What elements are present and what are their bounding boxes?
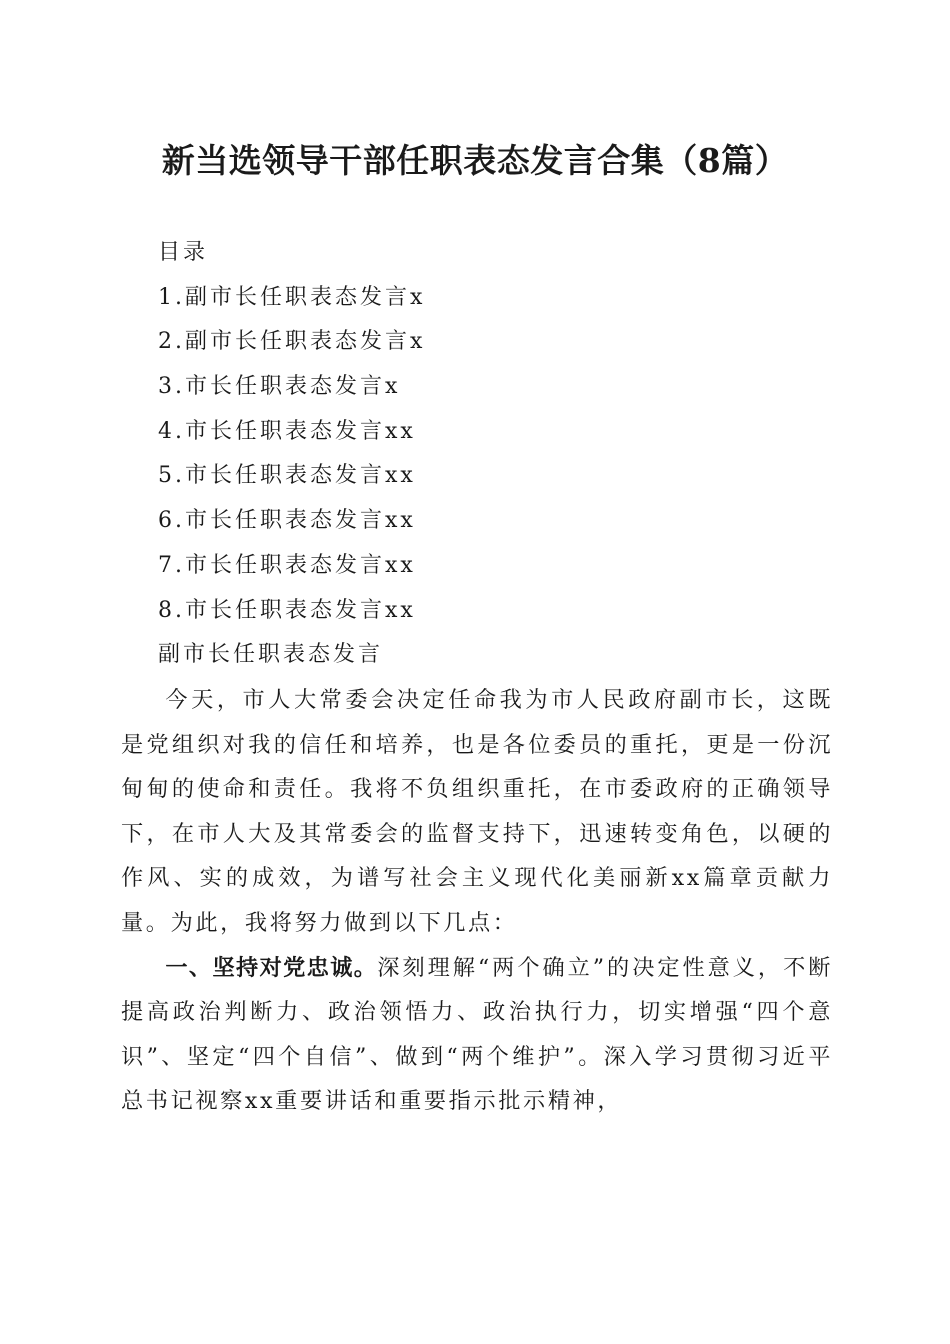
toc-item-7: 7.市长任职表态发言xx (158, 552, 416, 578)
toc-item-1: 1.副市长任职表态发言x (158, 284, 426, 310)
toc-item-2: 2.副市长任职表态发言x (158, 329, 426, 355)
paragraph-point-1 (121, 946, 833, 1124)
toc-item-8: 8.市长任职表态发言xx (158, 597, 416, 623)
toc-item-4: 4.市长任职表态发言xx (158, 418, 416, 444)
section-title: 副市长任职表态发言 (158, 642, 384, 668)
paragraph-intro: 今天，市人大常委会决定任命我为市人民政府副市长，这既是党组织对我的信任和培养，也是各位委员的重托，更是一份沉甸甸的使命和责任。我将不负组织重托，在市委政府的正确领导下，在市人大及其常委会的监督支持下，迅速转变角色，以硬的作风、实的成效，为谱写社会主义现代化美丽新xx篇章贡献力量。为此，我将努力做到以下几点： (121, 687, 833, 936)
toc-item-3: 3.市长任职表态发言x (158, 374, 401, 400)
body-text (121, 678, 833, 1124)
toc-heading: 目录 (158, 240, 209, 265)
toc-item-6: 6.市长任职表态发言xx (158, 508, 416, 534)
point-1-text: 深刻理解“两个确立”的决定性意义，不断提高政治判断力、政治领悟力、政治执行力，切实增强“四个意识”、坚定“四个自信”、做到“两个维护”。深入学习贯彻习近平总书记视察xx重要讲话和重要指示批示精神， (121, 954, 833, 1115)
document-title: 新当选领导干部任职表态发言合集（8篇） (161, 141, 789, 180)
toc-item-5: 5.市长任职表态发言xx (158, 463, 416, 489)
point-1-lead: 一、坚持对党忠诚。 (165, 954, 378, 981)
table-of-contents (158, 231, 758, 678)
